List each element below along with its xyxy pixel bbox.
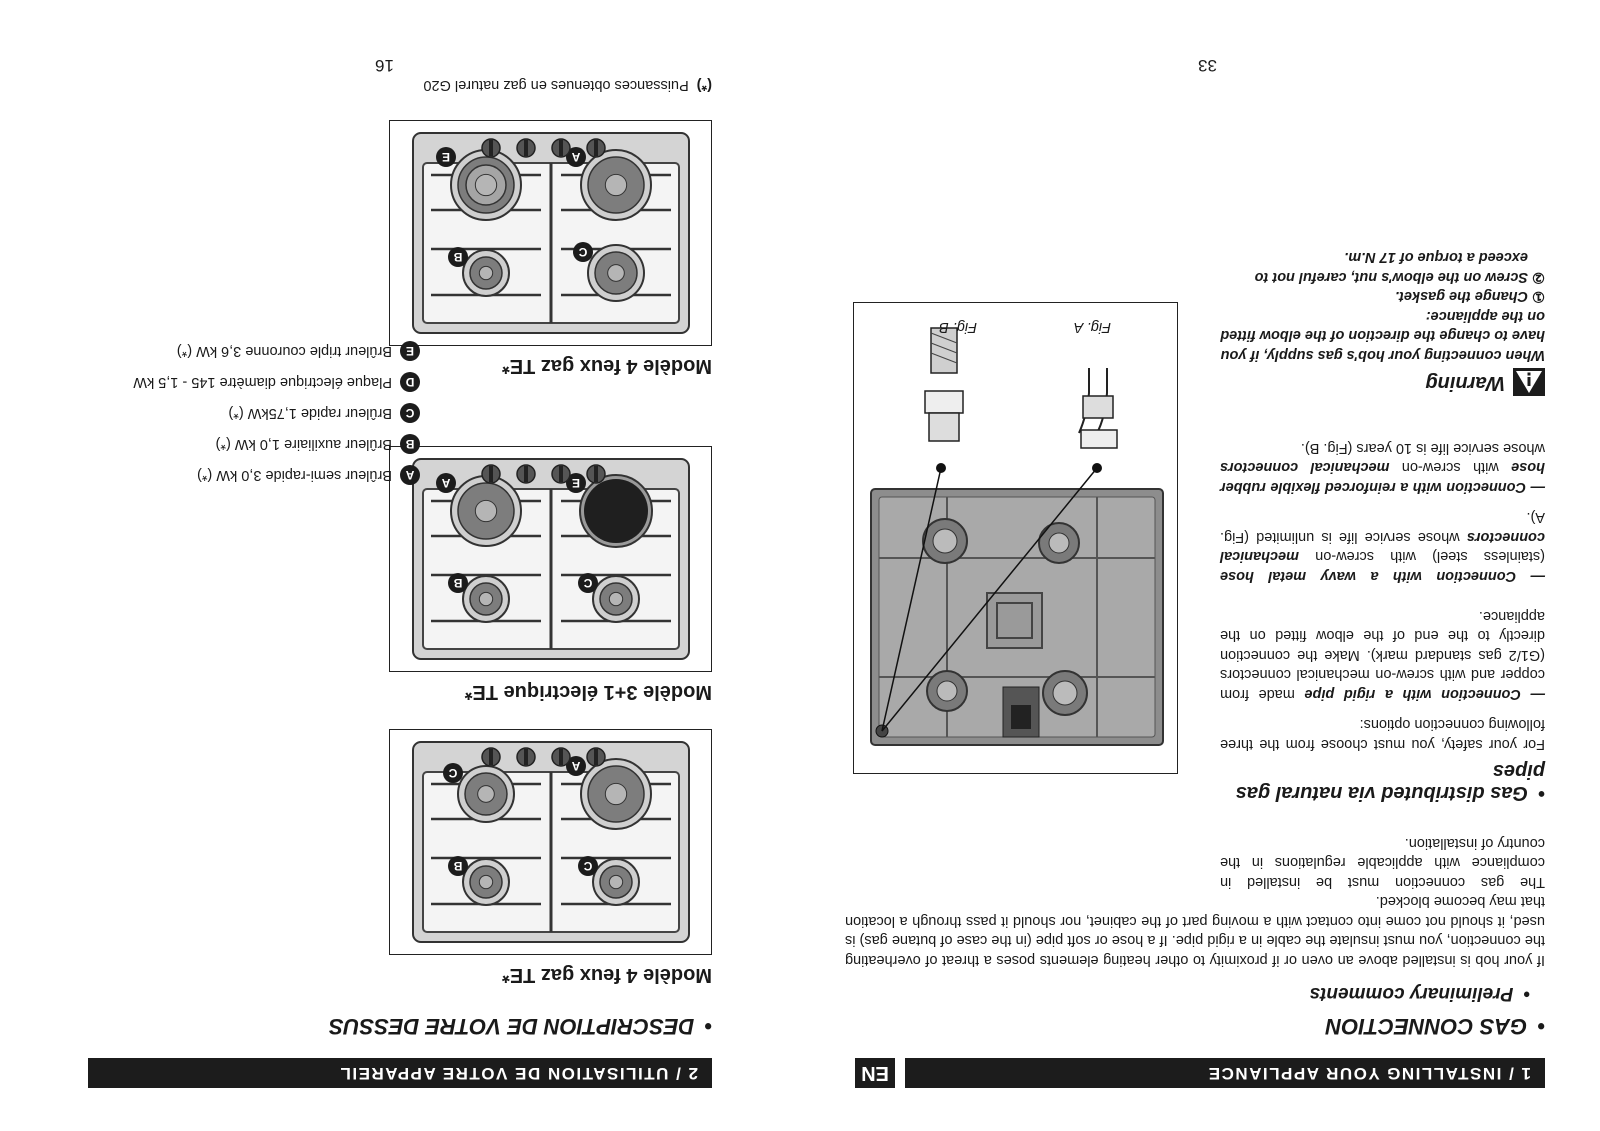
burner-label: C (583, 576, 593, 590)
hob-connection-diagram (855, 304, 1177, 773)
knob-grip (524, 140, 528, 156)
burner-label: A (441, 476, 451, 490)
step-text: Change the gasket. (1395, 288, 1528, 305)
option-wavy-hose-connectors: mechanical connectors (1220, 529, 1545, 565)
option-rubber-hose-connectors: mechanical connectors (1219, 459, 1390, 476)
knob-grip (594, 140, 598, 156)
step-text: Screw on the elbow's nut, careful not to exceed a torque of 17 N.m. (1254, 249, 1528, 285)
model-1-hob-drawing (391, 731, 711, 954)
option-wavy-hose-text: (stainless steel) with screw-on (1315, 548, 1545, 565)
model-2-hob (389, 446, 712, 672)
option-rubber-hose-text-end: whose service life is 10 years (Fig. B). (1300, 440, 1545, 456)
section-header-bar: 2 / UTILISATION DE VOTRE APPAREIL (88, 1058, 712, 1088)
bullet: • (1537, 1014, 1545, 1039)
burner-label: C (583, 859, 593, 873)
warning-text: When connecting your hob's gas supply, if you have to change the direction of the elbow fitted on the appliance: (1220, 308, 1545, 363)
bullet: • (704, 1014, 712, 1039)
knob-grip (489, 466, 493, 482)
warning-title: Warning (1425, 371, 1505, 394)
burner-legend (60, 336, 420, 491)
option-wavy-hose-text-end: whose service life is unlimited (Fig. A). (1220, 509, 1545, 545)
knob-grip (489, 749, 493, 765)
gas-connection-title-text: GAS CONNECTION (1325, 1014, 1528, 1039)
page-number: 16 (375, 56, 394, 75)
connection-figure (853, 302, 1178, 774)
option-rubber-hose (1220, 438, 1545, 497)
section-header-bar: 1 / INSTALLING YOUR APPLIANCE (905, 1058, 1545, 1088)
burner-label: C (578, 245, 588, 259)
legend-text: Brûleur auxiliaire 1,0 kW (*) (215, 436, 392, 453)
bullet: • (1537, 782, 1545, 804)
natural-gas-title (1220, 760, 1545, 804)
legend-text: Brûleur triple couronne 3,6 kW (*) (176, 343, 392, 360)
preliminary-comments-title (1310, 982, 1530, 1004)
legend-text: Plaque électrique diamètre 145 - 1,5 kW (133, 374, 392, 391)
step-number: ① (1532, 288, 1545, 305)
step-number: ② (1532, 269, 1545, 285)
legend-row (60, 336, 420, 367)
burner-label: E (571, 476, 581, 490)
legend-letter-badge: E (400, 342, 420, 362)
knob-grip (524, 466, 528, 482)
legend-letter-badge: D (400, 373, 420, 393)
description-title (329, 1013, 712, 1039)
knob-grip (594, 466, 598, 482)
legend-letter-badge: C (400, 404, 420, 424)
preliminary-comments-title-text: Preliminary comments (1309, 983, 1514, 1004)
burner-label: A (571, 150, 581, 164)
footnote-mark: (*) (696, 77, 712, 93)
warning-step-2 (1220, 247, 1545, 286)
burner-label: C (448, 766, 458, 780)
option-wavy-hose-title: — Connection with a wavy metal hose (1220, 568, 1545, 584)
language-badge: EN (855, 1058, 895, 1088)
option-rigid-pipe (1220, 606, 1545, 704)
legend-row (60, 398, 420, 429)
option-rubber-hose-text: with screw-on (1401, 459, 1499, 476)
option-rigid-pipe-title: — Connection with a rigid pipe (1304, 686, 1545, 702)
model-2-title: Modèle 3+1 électrique TE* (464, 681, 712, 703)
page-installing (800, 0, 1600, 1131)
fig-b-caption: Fig. B (939, 319, 977, 335)
fig-a-caption: Fig. A (1073, 319, 1111, 335)
legend-text: Brûleur rapide 1,75kW (*) (228, 405, 392, 422)
model-3-hob-drawing (391, 122, 711, 345)
installation-compliance-paragraph: The gas connection must be installed in compliance with applicable regulations in the country of installation. (1220, 835, 1545, 890)
power-footnote (423, 77, 712, 93)
legend-letter-badge: B (400, 435, 420, 455)
description-title-text: DESCRIPTION DE VOTRE DESSUS (328, 1014, 695, 1039)
footnote-text: Puissances obtenues en gaz naturel G20 (423, 77, 689, 93)
intro-paragraph: If your hob is installed above an oven or if proximity to other heating elements poses a threat of overheating the connection, you must insulate the cable in a rigid pipe. If a hose or soft pipe (in the case of butane gas) is used, it should not come into contact with a moving part of the cabinet, nor should it pass through a location that may become blocked. (845, 893, 1545, 968)
natural-gas-title-text: Gas distributed via natural gas pipes (1235, 760, 1545, 804)
warning-sign-icon (1513, 368, 1545, 396)
bullet: • (1523, 983, 1530, 1004)
burner-label: A (571, 759, 581, 773)
model-2-hob-drawing (391, 448, 711, 671)
knob-grip (559, 749, 563, 765)
legend-letter-badge: A (400, 466, 420, 486)
knob-grip (594, 749, 598, 765)
legend-row (60, 460, 420, 491)
safety-paragraph: For your safety, you must choose from the three following connection options: (1220, 716, 1545, 752)
warning-step-1 (1220, 286, 1545, 306)
option-rigid-pipe-text: made from copper and with screw-on mechanical connectors (G1/2 gas standard mark). Make the connection directly to the end of the elbow fitted on the appliance. (1220, 608, 1545, 702)
option-wavy-hose (1220, 507, 1545, 585)
burner-label: B (453, 250, 463, 264)
knob-grip (559, 140, 563, 156)
knob-grip (524, 749, 528, 765)
model-3-hob (389, 120, 712, 346)
legend-row (60, 367, 420, 398)
burner-label: B (453, 859, 463, 873)
knob-grip (489, 140, 493, 156)
legend-row (60, 429, 420, 460)
model-3-title: Modèle 4 feux gaz TE* (501, 355, 712, 377)
warning-heading (1220, 368, 1545, 396)
model-1-hob (389, 729, 712, 955)
knob-grip (559, 466, 563, 482)
gas-connection-title (1326, 1013, 1545, 1039)
legend-text: Brûleur semi-rapide 3,0 kW (*) (197, 467, 392, 484)
warning-block (1220, 247, 1545, 396)
option-rubber-hose-title: — Connection with a reinforced flexible rubber hose (1220, 459, 1545, 495)
model-1-title: Modèle 4 feux gaz TE* (501, 964, 712, 986)
page-number: 33 (1198, 56, 1217, 75)
burner-label: E (441, 150, 451, 164)
burner-label: B (453, 576, 463, 590)
